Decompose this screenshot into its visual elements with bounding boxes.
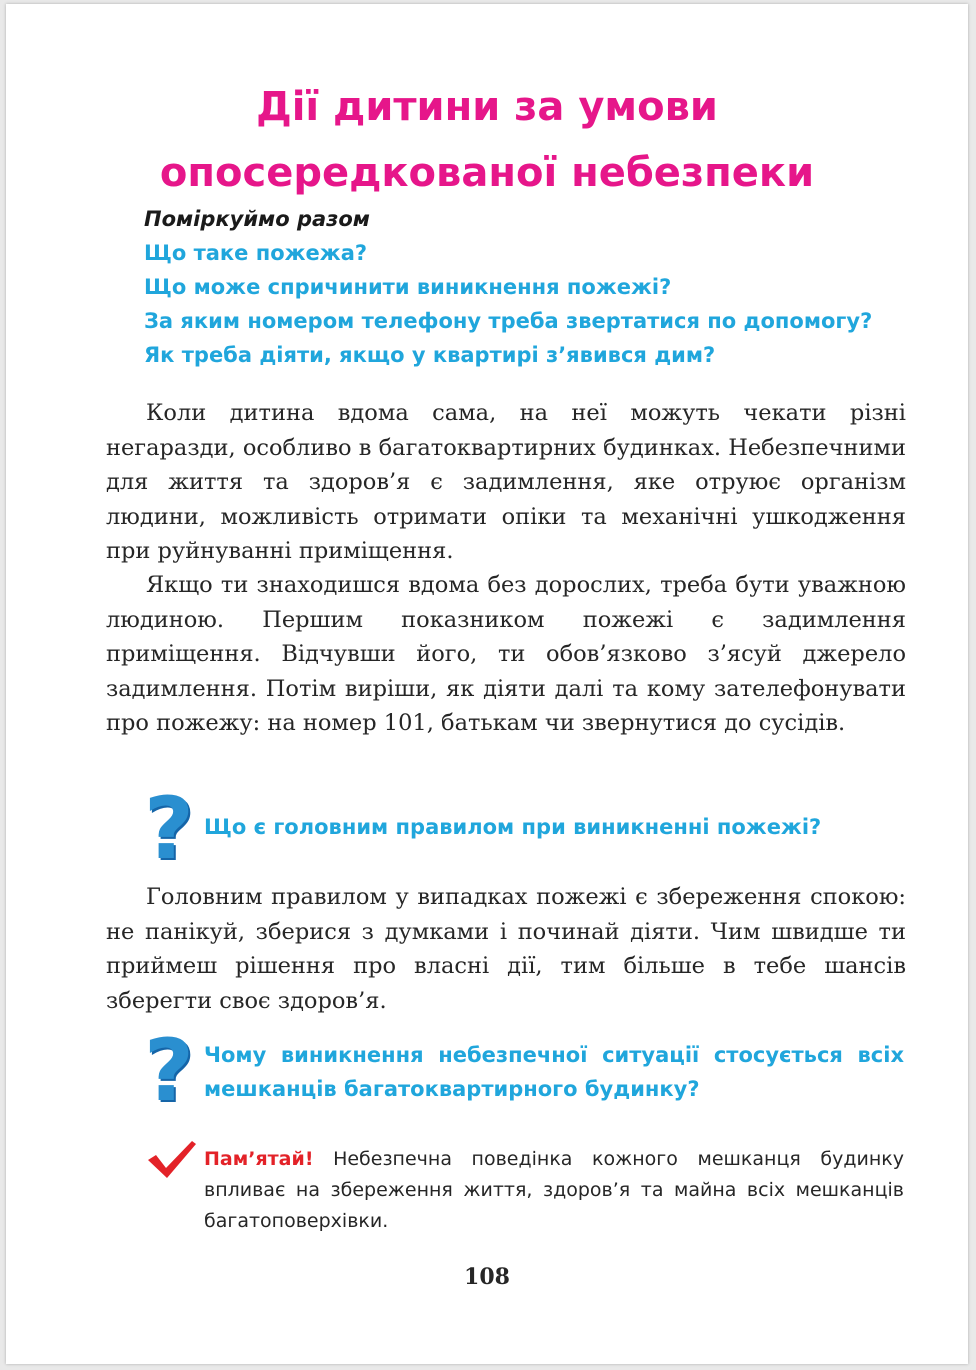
body-paragraph-1: Коли дитина вдома сама, на неї можуть чекати різні негаразди, особливо в багатоквартирних будинках. Небезпечними для життя та здоров’я є задимлення, яке отруює організм людини, можливість отримати опіки та механічні ушкодження при руйнуванні приміщення.	[106, 400, 906, 564]
checkmark-icon	[146, 1138, 198, 1180]
title-line-2: опосередкованої небезпеки	[159, 150, 815, 196]
question-mark-icon: ?	[144, 779, 194, 879]
body-paragraph-2: Якщо ти знаходишся вдома без дорослих, треба бути уважною людиною. Першим показником пожежі є задимлення приміщення. Відчувши його, ти обов’язково з’ясуй джерело задимлення. Потім виріши, як діяти далі та кому зателефонувати про пожежу: на номер 101, батькам чи звернутися до сусідів.	[106, 572, 906, 736]
think-together-block	[144, 202, 944, 372]
textbook-page	[6, 4, 968, 1364]
page-title	[6, 74, 968, 206]
question-mark-icon: ?	[144, 1021, 194, 1121]
title-line-1: Дії дитини за умови	[256, 84, 718, 130]
body-paragraph-3: Головним правилом у випадках пожежі є збереження спокою: не панікуй, зберися з думками і починай діяти. Чим швидше ти приймеш рішення про власні дії, тим більше в тебе шансів зберегти своє здоров’я.	[106, 884, 906, 1014]
think-together-heading: Поміркуймо разом	[144, 207, 370, 231]
remember-label: Пам’ятай!	[204, 1148, 314, 1170]
remember-text: Небезпечна поведінка кожного мешканця будинку впливає на збереження життя, здоров’я та майна всіх мешканців багатоповерхівки.	[204, 1148, 904, 1232]
think-question-3: За яким номером телефону треба звертатися по допомогу?	[144, 309, 873, 333]
think-question-2: Що може спричинити виникнення пожежі?	[144, 275, 672, 299]
remember-note	[204, 1144, 904, 1237]
question-1-text: Що є головним правилом при виникненні пожежі?	[204, 815, 822, 839]
think-question-4: Як треба діяти, якщо у квартирі з’явився дим?	[144, 343, 716, 367]
page-number: 108	[464, 1264, 510, 1290]
think-question-1: Що таке пожежа?	[144, 241, 368, 265]
question-2-text: Чому виникнення небезпечної ситуації стосується всіх мешканців багатоквартирного будинку?	[204, 1043, 904, 1101]
